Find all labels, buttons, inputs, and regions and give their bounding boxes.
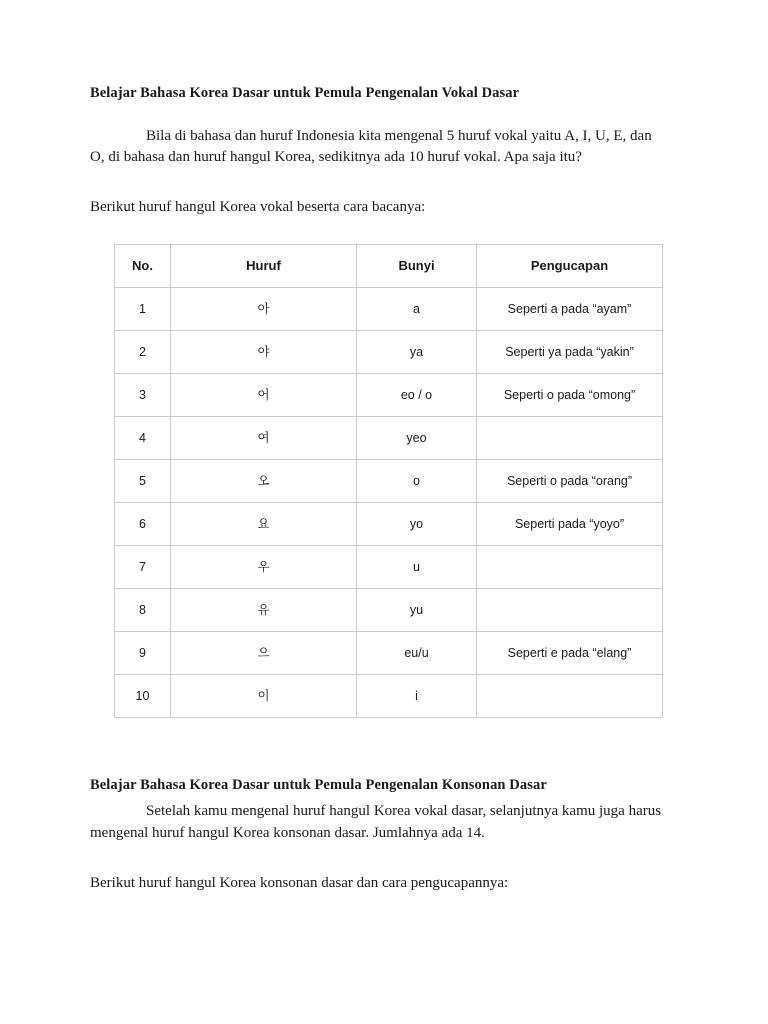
table-row [115,287,663,330]
cell-huruf: 으 [171,631,357,674]
cell-huruf: 여 [171,416,357,459]
cell-huruf: 이 [171,674,357,717]
cell-huruf: 요 [171,502,357,545]
cell-huruf: 야 [171,330,357,373]
cell-no: 5 [115,459,171,502]
cell-bunyi: i [357,674,477,717]
vowel-table [114,244,663,718]
vowel-table-lead-in: Berikut huruf hangul Korea vokal beserta cara bacanya: [90,199,426,216]
cell-pengucapan: Seperti o pada “orang” [477,459,663,502]
cell-huruf: 오 [171,459,357,502]
vowel-table-head [115,244,663,287]
cell-huruf: 어 [171,373,357,416]
cell-no: 6 [115,502,171,545]
table-row [115,416,663,459]
cell-no: 1 [115,287,171,330]
vowel-section-heading: Belajar Bahasa Korea Dasar untuk Pemula Pengenalan Vokal Dasar [90,85,520,101]
cell-pengucapan: Seperti a pada “ayam” [477,287,663,330]
consonant-section-heading: Belajar Bahasa Korea Dasar untuk Pemula Pengenalan Konsonan Dasar [90,776,547,793]
cell-pengucapan: Seperti pada “yoyo” [477,502,663,545]
cell-huruf: 우 [171,545,357,588]
table-row [115,502,663,545]
cell-pengucapan [477,545,663,588]
cell-bunyi: yo [357,502,477,545]
consonant-table-lead-in: Berikut huruf hangul Korea konsonan dasar dan cara pengucapannya: [90,874,509,891]
table-row [115,373,663,416]
spacer [90,169,670,197]
cell-no: 9 [115,631,171,674]
cell-no: 2 [115,330,171,373]
column-header-bunyi: Bunyi [357,244,477,287]
cell-no: 10 [115,674,171,717]
cell-bunyi: eu/u [357,631,477,674]
cell-huruf: 아 [171,287,357,330]
cell-bunyi: u [357,545,477,588]
consonant-section-intro-paragraph: Setelah kamu mengenal huruf hangul Korea vokal dasar, selanjutnya kamu juga harus mengenal huruf hangul Korea konsonan dasar. Jumlahnya ada 14. [90,803,662,842]
cell-bunyi: ya [357,330,477,373]
vowel-section-intro-paragraph: Bila di bahasa dan huruf Indonesia kita mengenal 5 huruf vokal yaitu A, I, U, E, dan O, di bahasa dan huruf hangul Korea, sedikitnya ada 10 huruf vokal. Apa saja itu? [90,127,652,166]
cell-no: 3 [115,373,171,416]
column-header-huruf: Huruf [171,244,357,287]
cell-no: 8 [115,588,171,631]
table-row [115,459,663,502]
table-row [115,330,663,373]
cell-pengucapan: Seperti o pada “omong” [477,373,663,416]
cell-bunyi: a [357,287,477,330]
cell-pengucapan [477,416,663,459]
cell-huruf: 유 [171,588,357,631]
vowel-table-container [114,244,670,718]
spacer [90,845,670,873]
table-row [115,588,663,631]
table-row [115,674,663,717]
consonant-section [90,776,670,895]
column-header-pengucapan: Pengucapan [477,244,663,287]
cell-pengucapan: Seperti e pada “elang” [477,631,663,674]
cell-pengucapan [477,588,663,631]
spacer [90,104,670,126]
document-content [90,84,670,895]
cell-bunyi: o [357,459,477,502]
table-row [115,631,663,674]
cell-pengucapan: Seperti ya pada “yakin” [477,330,663,373]
cell-bunyi: eo / o [357,373,477,416]
column-header-no: No. [115,244,171,287]
vowel-table-body [115,287,663,717]
cell-no: 7 [115,545,171,588]
table-header-row [115,244,663,287]
cell-bunyi: yu [357,588,477,631]
cell-pengucapan [477,674,663,717]
cell-no: 4 [115,416,171,459]
cell-bunyi: yeo [357,416,477,459]
table-row [115,545,663,588]
